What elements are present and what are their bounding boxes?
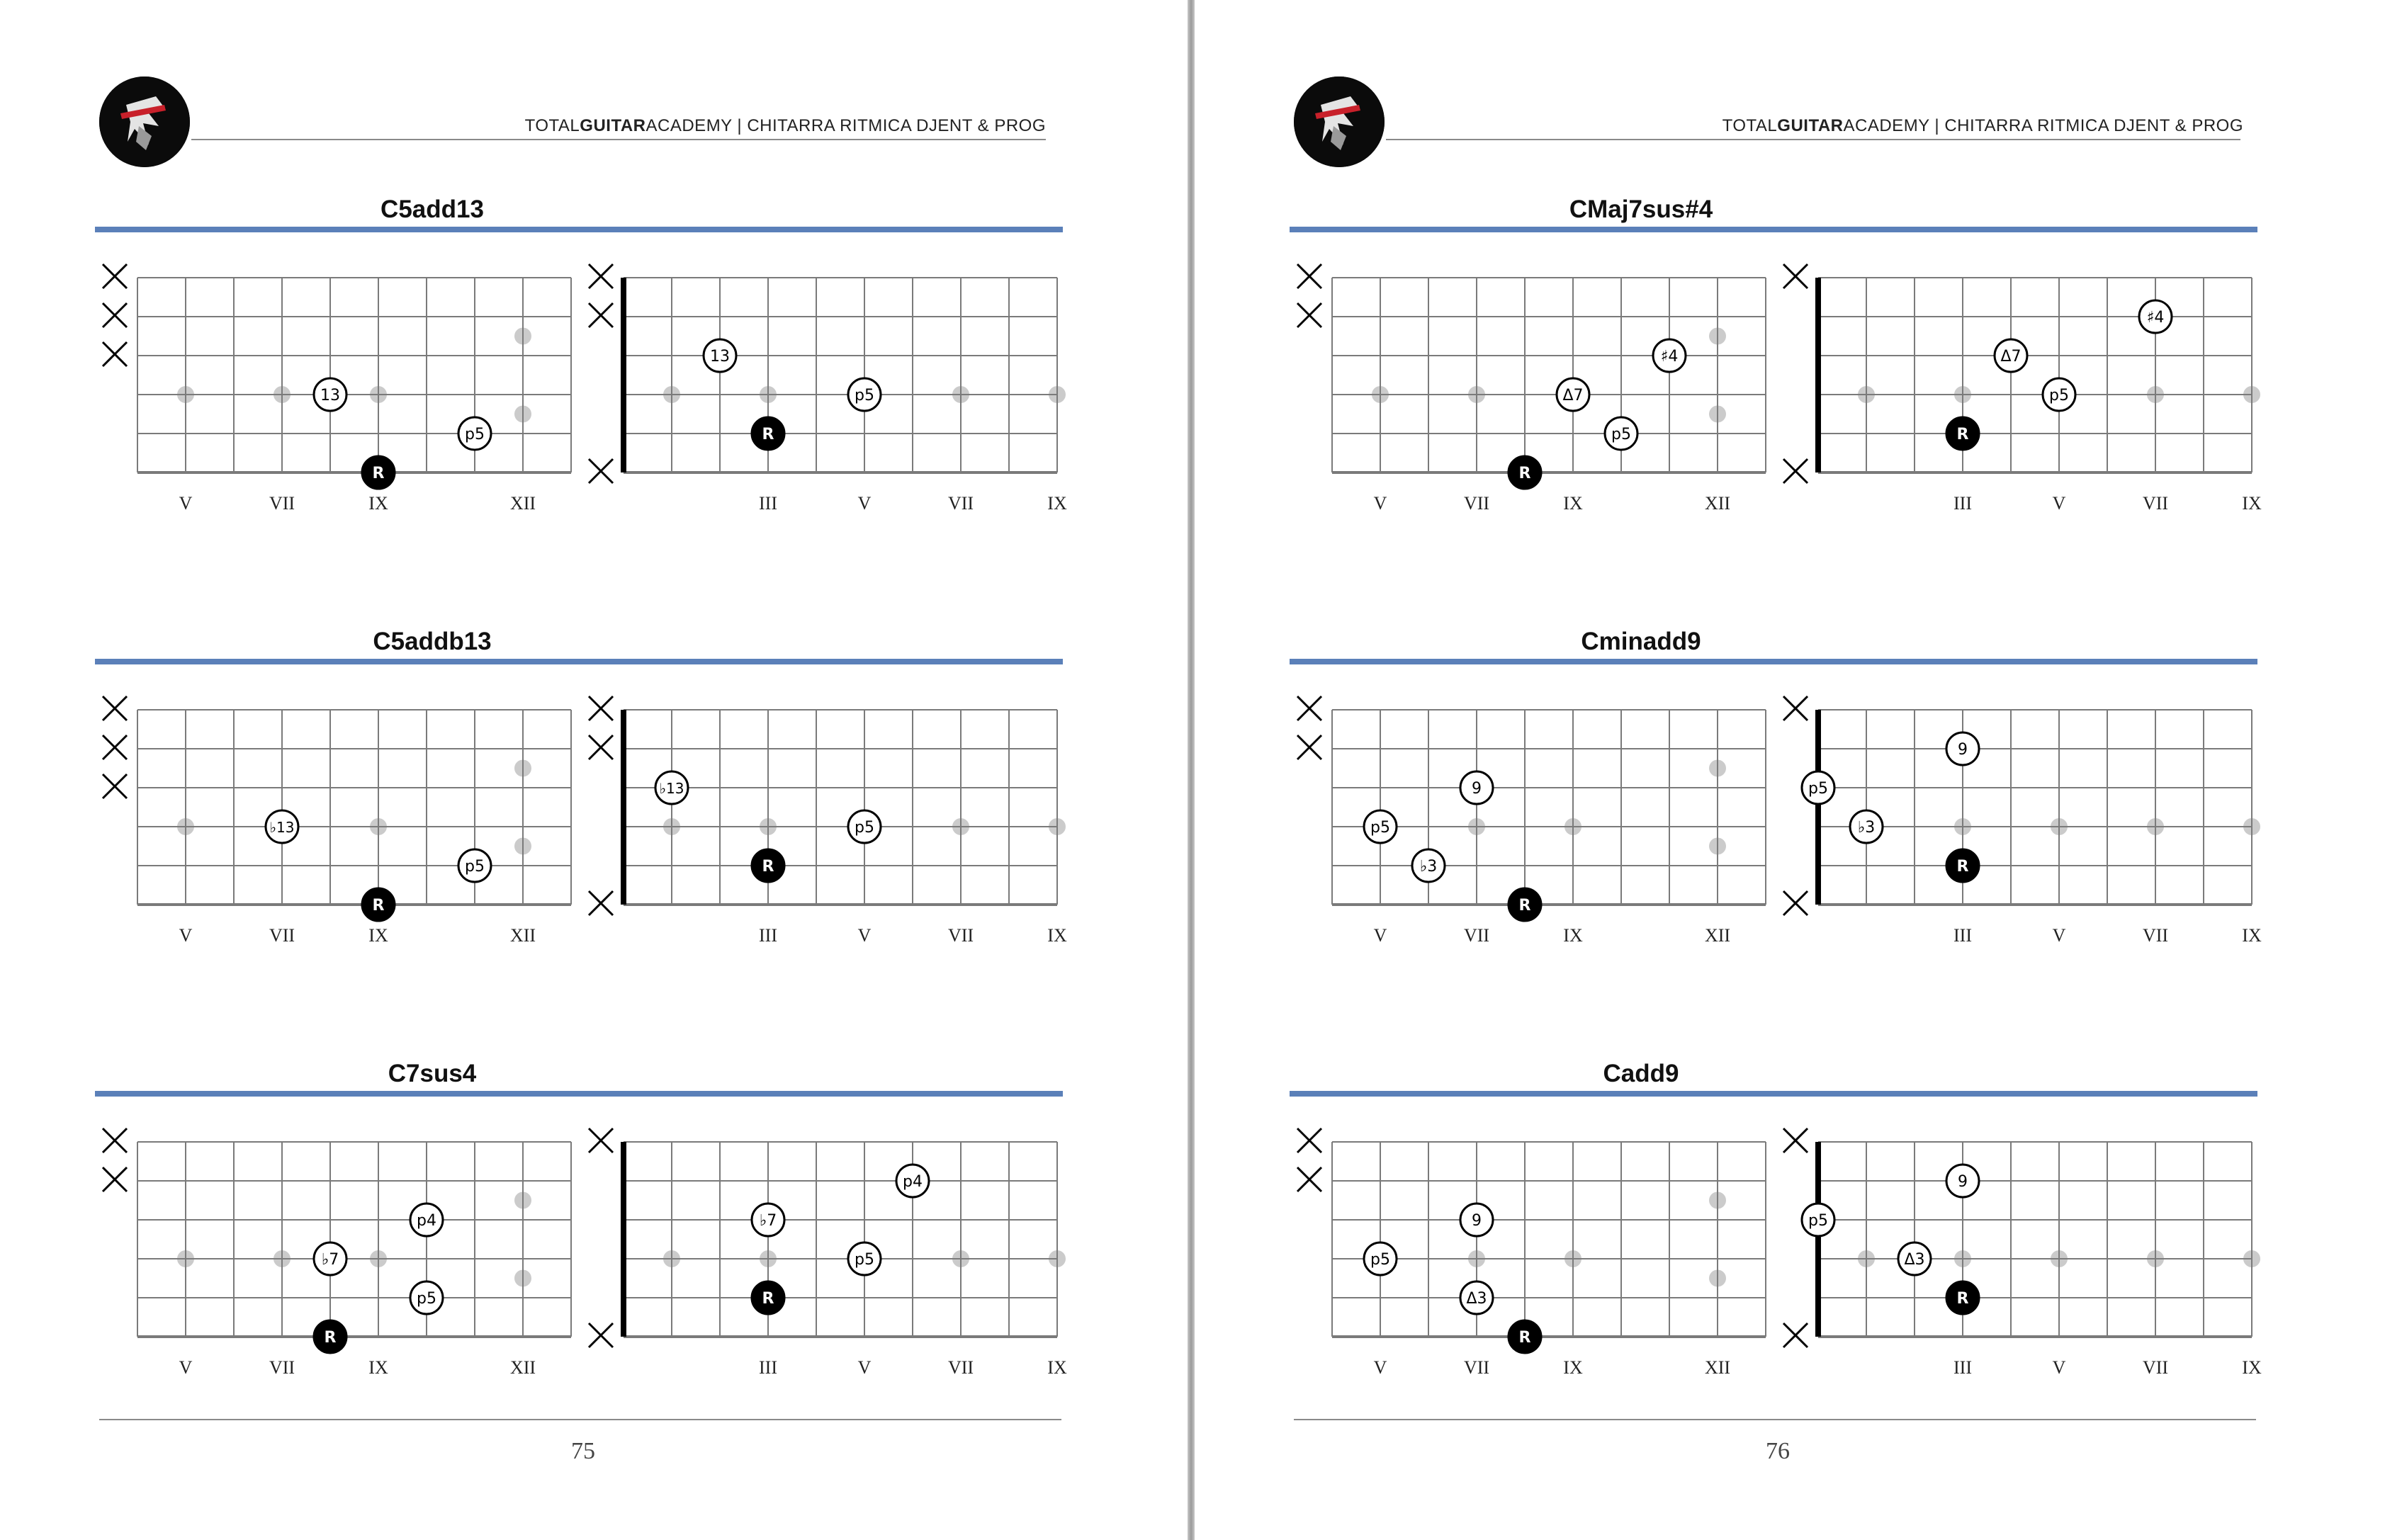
root-note bbox=[1946, 417, 1979, 450]
muted-string-icon bbox=[589, 264, 613, 288]
fret-position-label: VII bbox=[2142, 493, 2169, 514]
fret-position-label: IX bbox=[368, 925, 388, 946]
header-subtitle: | CHITARRA RITMICA DJENT & PROG bbox=[732, 116, 1046, 135]
fret-position-label: IX bbox=[368, 1357, 388, 1378]
chord-diagram bbox=[581, 1102, 1067, 1378]
chord-block bbox=[1290, 628, 2262, 961]
note-label: Δ3 bbox=[1904, 1251, 1925, 1269]
title-rule bbox=[95, 659, 1063, 664]
note-label: ♯4 bbox=[2146, 309, 2165, 327]
chord-title: Cminadd9 bbox=[1581, 628, 1701, 655]
chord-diagram bbox=[581, 670, 1067, 946]
fret-position-label: XII bbox=[509, 1357, 536, 1378]
muted-string-icon bbox=[1297, 264, 1321, 288]
muted-string-icon bbox=[103, 696, 127, 720]
note-label: ♭3 bbox=[1419, 858, 1438, 876]
fret-position-label: VII bbox=[947, 1357, 974, 1378]
note-label: p4 bbox=[417, 1212, 436, 1230]
note-label: 13 bbox=[320, 387, 340, 404]
fret-position-label: IX bbox=[1563, 1357, 1583, 1378]
chord-note bbox=[896, 1165, 929, 1197]
muted-string-icon bbox=[1297, 1167, 1321, 1191]
chord-note bbox=[314, 378, 346, 411]
academy-logo bbox=[99, 77, 190, 167]
root-note bbox=[362, 456, 395, 489]
note-label: p5 bbox=[1808, 780, 1828, 798]
muted-string-icon bbox=[589, 303, 613, 327]
title-rule bbox=[1290, 1091, 2257, 1097]
title-rule bbox=[95, 1091, 1063, 1097]
fret-position-label: IX bbox=[1563, 493, 1583, 514]
note-label: R bbox=[1518, 465, 1531, 482]
chord-note bbox=[1653, 339, 1686, 372]
fret-position-label: VII bbox=[1463, 493, 1490, 514]
muted-string-icon bbox=[1783, 891, 1808, 915]
page-right bbox=[1195, 0, 2385, 1540]
chord-note bbox=[704, 339, 736, 372]
note-label: R bbox=[762, 1290, 774, 1308]
chord-note bbox=[1850, 810, 1883, 843]
running-header bbox=[525, 116, 1046, 136]
note-label: ♭13 bbox=[659, 780, 684, 797]
fret-position-label: III bbox=[1953, 1357, 1972, 1378]
muted-string-icon bbox=[103, 735, 127, 759]
fret-position-label: IX bbox=[1047, 925, 1067, 946]
fret-position-label: XII bbox=[1704, 493, 1731, 514]
fret-position-label: XII bbox=[509, 925, 536, 946]
chord-diagram bbox=[1776, 1102, 2262, 1378]
fret-position-label: III bbox=[1953, 925, 1972, 946]
note-label: R bbox=[1518, 1329, 1531, 1347]
fret-position-label: IX bbox=[1563, 925, 1583, 946]
chord-diagram bbox=[1776, 670, 2262, 946]
chord-diagram bbox=[1290, 670, 1771, 946]
fret-position-label: IX bbox=[2242, 493, 2262, 514]
muted-string-icon bbox=[1783, 1128, 1808, 1153]
brand-academy: ACADEMY bbox=[645, 116, 733, 135]
chord-note bbox=[2139, 300, 2172, 333]
chord-block bbox=[95, 196, 1067, 528]
note-label: ♯4 bbox=[1660, 348, 1679, 366]
fret-position-label: VII bbox=[947, 493, 974, 514]
chord-note bbox=[314, 1242, 346, 1275]
root-note bbox=[1946, 849, 1979, 882]
muted-string-icon bbox=[589, 1128, 613, 1153]
muted-string-icon bbox=[589, 1323, 613, 1347]
chord-block bbox=[95, 628, 1067, 961]
title-rule bbox=[95, 227, 1063, 232]
fret-position-label: XII bbox=[1704, 1357, 1731, 1378]
fret-position-label: VII bbox=[1463, 925, 1490, 946]
brand-total: TOTAL bbox=[1722, 116, 1778, 135]
muted-string-icon bbox=[589, 735, 613, 759]
fret-position-label: VII bbox=[2142, 925, 2169, 946]
fret-position-label: V bbox=[2052, 925, 2066, 946]
note-label: 9 bbox=[1472, 1212, 1482, 1230]
chord-note bbox=[848, 810, 881, 843]
fret-position-label: VII bbox=[269, 925, 295, 946]
chord-note bbox=[848, 378, 881, 411]
fret-position-label: V bbox=[857, 925, 872, 946]
academy-logo bbox=[1294, 77, 1385, 167]
root-note bbox=[1509, 1320, 1541, 1353]
root-note bbox=[314, 1320, 346, 1353]
note-label: p5 bbox=[417, 1290, 436, 1308]
note-label: p4 bbox=[903, 1173, 923, 1191]
fret-position-label: III bbox=[759, 925, 777, 946]
chord-note bbox=[1995, 339, 2027, 372]
root-note bbox=[752, 1281, 784, 1314]
note-label: p5 bbox=[855, 819, 874, 837]
header-rule bbox=[1386, 139, 2240, 140]
chord-note bbox=[1460, 1281, 1493, 1314]
chord-note bbox=[1557, 378, 1589, 411]
chord-note bbox=[458, 417, 491, 450]
fret-position-label: VII bbox=[947, 925, 974, 946]
header-subtitle: | CHITARRA RITMICA DJENT & PROG bbox=[1929, 116, 2243, 135]
note-label: 13 bbox=[710, 348, 730, 366]
note-label: p5 bbox=[855, 387, 874, 404]
fret-position-label: V bbox=[857, 1357, 872, 1378]
brand-total: TOTAL bbox=[524, 116, 580, 135]
chord-title: CMaj7sus#4 bbox=[1569, 196, 1713, 223]
chord-note bbox=[410, 1281, 443, 1314]
fret-position-label: V bbox=[179, 493, 193, 514]
chord-diagram bbox=[95, 238, 577, 514]
muted-string-icon bbox=[103, 1128, 127, 1153]
fret-position-label: VII bbox=[2142, 1357, 2169, 1378]
brand-guitar: GUITAR bbox=[1777, 116, 1844, 135]
page-left bbox=[0, 0, 1188, 1540]
root-note bbox=[752, 849, 784, 882]
note-label: p5 bbox=[855, 1251, 874, 1269]
chord-note bbox=[752, 1204, 784, 1236]
fret-position-label: VII bbox=[269, 1357, 295, 1378]
note-label: R bbox=[1956, 858, 1969, 876]
note-label: Δ3 bbox=[1466, 1290, 1487, 1308]
fret-position-label: V bbox=[1373, 493, 1387, 514]
note-label: R bbox=[1956, 1290, 1969, 1308]
chord-note bbox=[1946, 1165, 1979, 1197]
muted-string-icon bbox=[1783, 264, 1808, 288]
note-label: 9 bbox=[1958, 741, 1968, 759]
chord-note bbox=[1412, 849, 1445, 882]
title-rule bbox=[1290, 227, 2257, 232]
chord-note bbox=[655, 771, 688, 804]
chord-diagram bbox=[1290, 1102, 1771, 1378]
muted-string-icon bbox=[1297, 1128, 1321, 1153]
chord-note bbox=[1802, 771, 1834, 804]
fret-position-label: IX bbox=[1047, 493, 1067, 514]
muted-string-icon bbox=[103, 1167, 127, 1191]
note-label: R bbox=[372, 465, 385, 482]
note-label: ♭3 bbox=[1857, 819, 1876, 837]
muted-string-icon bbox=[1783, 459, 1808, 483]
page-number: 75 bbox=[571, 1438, 595, 1464]
chord-title: C7sus4 bbox=[388, 1060, 477, 1087]
chord-title: C5add13 bbox=[380, 196, 484, 223]
note-label: Δ7 bbox=[1562, 387, 1584, 404]
chord-title: C5addb13 bbox=[373, 628, 492, 655]
muted-string-icon bbox=[103, 264, 127, 288]
chord-diagram bbox=[1290, 238, 1771, 514]
note-label: ♭7 bbox=[321, 1251, 339, 1269]
chord-diagram bbox=[1776, 238, 2262, 514]
chord-note bbox=[410, 1204, 443, 1236]
page-number: 76 bbox=[1766, 1438, 1790, 1464]
chord-block bbox=[1290, 1060, 2262, 1393]
root-note bbox=[752, 417, 784, 450]
chord-block bbox=[95, 1060, 1067, 1393]
fret-position-label: VII bbox=[269, 493, 295, 514]
note-label: ♭13 bbox=[269, 819, 295, 836]
note-label: p5 bbox=[1611, 426, 1631, 443]
footer-rule bbox=[1294, 1419, 2256, 1420]
chord-block bbox=[1290, 196, 2262, 528]
fret-position-label: IX bbox=[368, 493, 388, 514]
chord-note bbox=[1460, 1204, 1493, 1236]
book-gutter bbox=[1188, 0, 1195, 1540]
chord-diagram bbox=[95, 1102, 577, 1378]
brand-academy: ACADEMY bbox=[1843, 116, 1930, 135]
note-label: p5 bbox=[1370, 1251, 1390, 1269]
title-rule bbox=[1290, 659, 2257, 664]
fret-position-label: VII bbox=[1463, 1357, 1490, 1378]
muted-string-icon bbox=[589, 891, 613, 915]
fret-position-label: V bbox=[1373, 1357, 1387, 1378]
running-header bbox=[1722, 116, 2243, 136]
note-label: 9 bbox=[1958, 1173, 1968, 1191]
note-label: R bbox=[762, 858, 774, 876]
fret-position-label: IX bbox=[1047, 1357, 1067, 1378]
fret-position-label: V bbox=[2052, 493, 2066, 514]
note-label: R bbox=[1956, 426, 1969, 443]
note-label: R bbox=[324, 1329, 337, 1347]
chord-note bbox=[2043, 378, 2075, 411]
muted-string-icon bbox=[589, 459, 613, 483]
root-note bbox=[1946, 1281, 1979, 1314]
root-note bbox=[1509, 456, 1541, 489]
chord-diagram bbox=[95, 670, 577, 946]
note-label: R bbox=[762, 426, 774, 443]
chord-title: Cadd9 bbox=[1603, 1060, 1679, 1087]
muted-string-icon bbox=[1297, 696, 1321, 720]
footer-rule bbox=[99, 1419, 1061, 1420]
fret-position-label: IX bbox=[2242, 1357, 2262, 1378]
note-label: R bbox=[1518, 897, 1531, 915]
chord-note bbox=[1946, 732, 1979, 765]
chord-note bbox=[1364, 810, 1397, 843]
chord-note bbox=[266, 810, 298, 843]
note-label: p5 bbox=[465, 858, 485, 876]
fret-position-label: IX bbox=[2242, 925, 2262, 946]
muted-string-icon bbox=[1783, 696, 1808, 720]
chord-note bbox=[1460, 771, 1493, 804]
note-label: ♭7 bbox=[759, 1212, 777, 1230]
root-note bbox=[362, 888, 395, 921]
fret-position-label: V bbox=[2052, 1357, 2066, 1378]
root-note bbox=[1509, 888, 1541, 921]
note-label: Δ7 bbox=[2000, 348, 2022, 366]
note-label: p5 bbox=[2049, 387, 2069, 404]
fret-position-label: V bbox=[179, 1357, 193, 1378]
note-label: 9 bbox=[1472, 780, 1482, 798]
muted-string-icon bbox=[589, 696, 613, 720]
note-label: R bbox=[372, 897, 385, 915]
fret-position-label: III bbox=[1953, 493, 1972, 514]
muted-string-icon bbox=[103, 774, 127, 798]
fret-position-label: V bbox=[857, 493, 872, 514]
fret-position-label: XII bbox=[1704, 925, 1731, 946]
chord-diagram bbox=[581, 238, 1067, 514]
chord-note bbox=[1364, 1242, 1397, 1275]
chord-note bbox=[458, 849, 491, 882]
chord-note bbox=[1802, 1204, 1834, 1236]
muted-string-icon bbox=[1297, 303, 1321, 327]
note-label: p5 bbox=[1370, 819, 1390, 837]
fret-position-label: III bbox=[759, 1357, 777, 1378]
chord-note bbox=[1898, 1242, 1931, 1275]
note-label: p5 bbox=[465, 426, 485, 443]
fret-position-label: XII bbox=[509, 493, 536, 514]
header-rule bbox=[191, 139, 1046, 140]
muted-string-icon bbox=[1297, 735, 1321, 759]
fret-position-label: V bbox=[1373, 925, 1387, 946]
muted-string-icon bbox=[103, 342, 127, 366]
muted-string-icon bbox=[103, 303, 127, 327]
chord-note bbox=[848, 1242, 881, 1275]
chord-note bbox=[1605, 417, 1637, 450]
muted-string-icon bbox=[1783, 1323, 1808, 1347]
brand-guitar: GUITAR bbox=[580, 116, 646, 135]
fret-position-label: III bbox=[759, 493, 777, 514]
fret-position-label: V bbox=[179, 925, 193, 946]
note-label: p5 bbox=[1808, 1212, 1828, 1230]
